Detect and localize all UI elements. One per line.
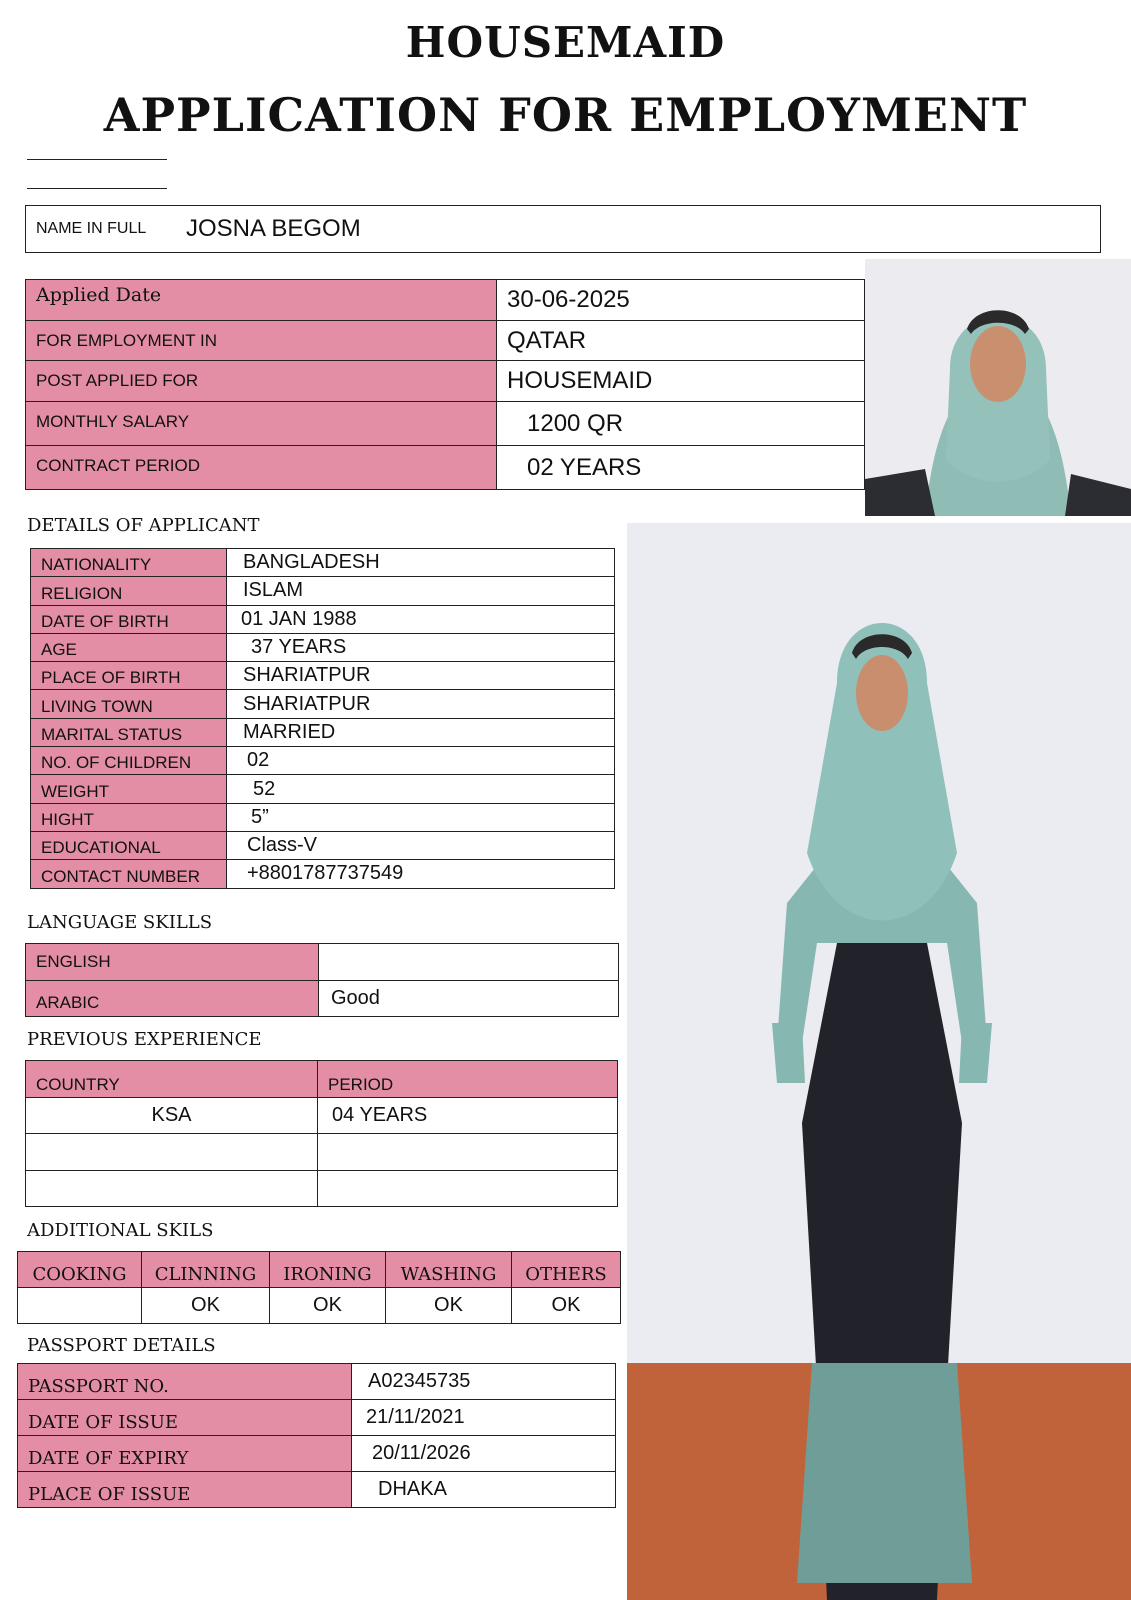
- children-label: NO. OF CHILDREN: [31, 747, 227, 775]
- table-row: [18, 1436, 616, 1472]
- others-value: OK: [512, 1288, 621, 1324]
- passport-heading: PASSPORT DETAILS: [27, 1335, 216, 1356]
- cooking-header: COOKING: [18, 1252, 142, 1288]
- contact-number-value: +8801787737549: [227, 860, 615, 888]
- experience-period: 04 YEARS: [318, 1097, 618, 1134]
- expiry-date-label: DATE OF EXPIRY: [18, 1436, 352, 1472]
- experience-country: [26, 1134, 318, 1171]
- experience-country: KSA: [26, 1097, 318, 1134]
- experience-heading: PREVIOUS EXPERIENCE: [27, 1029, 262, 1050]
- signature-line: [27, 188, 167, 189]
- ironing-value: OK: [270, 1288, 386, 1324]
- cooking-value: [18, 1288, 142, 1324]
- portrait-placeholder: [865, 259, 1131, 516]
- applicant-full-length-photo: [627, 523, 1131, 1600]
- weight-value: 52: [227, 775, 615, 803]
- table-row: [31, 775, 615, 803]
- education-value: Class-V: [227, 831, 615, 859]
- children-value: 02: [227, 747, 615, 775]
- passport-table: [17, 1363, 616, 1508]
- table-row: [31, 577, 615, 605]
- arabic-value: Good: [319, 980, 619, 1017]
- place-of-issue-label: PLACE OF ISSUE: [18, 1472, 352, 1508]
- experience-period: [318, 1170, 618, 1207]
- table-row: [18, 1400, 616, 1436]
- table-row: [26, 980, 619, 1017]
- dob-value: 01 JAN 1988: [227, 605, 615, 633]
- experience-period: [318, 1134, 618, 1171]
- weight-label: WEIGHT: [31, 775, 227, 803]
- living-town-label: LIVING TOWN: [31, 690, 227, 718]
- table-row: [31, 747, 615, 775]
- post-value: HOUSEMAID: [497, 361, 865, 402]
- table-row: [26, 446, 865, 490]
- applied-date-label: Applied Date: [26, 280, 497, 321]
- english-value: [319, 944, 619, 981]
- table-row: [26, 321, 865, 361]
- skills-heading: ADDITIONAL SKILS: [27, 1220, 214, 1241]
- contract-period-label: CONTRACT PERIOD: [26, 446, 497, 490]
- table-row: [26, 1097, 618, 1134]
- table-row: [26, 402, 865, 446]
- form-title: HOUSEMAID: [405, 18, 726, 67]
- table-row: [31, 831, 615, 859]
- table-row: [31, 549, 615, 577]
- arabic-label: ARABIC: [26, 980, 319, 1017]
- table-row: [18, 1364, 616, 1400]
- employment-country-value: QATAR: [497, 321, 865, 361]
- nationality-value: BANGLADESH: [227, 549, 615, 577]
- experience-table: [25, 1060, 618, 1207]
- table-row: [26, 944, 619, 981]
- table-row: [26, 280, 865, 321]
- table-row: [31, 860, 615, 888]
- salary-value: 1200 QR: [497, 402, 865, 446]
- height-label: HIGHT: [31, 803, 227, 831]
- table-header-row: [26, 1061, 618, 1098]
- table-row: [26, 361, 865, 402]
- height-value: 5”: [227, 803, 615, 831]
- details-table: [30, 548, 615, 889]
- post-label: POST APPLIED FOR: [26, 361, 497, 402]
- age-label: AGE: [31, 633, 227, 661]
- english-label: ENGLISH: [26, 944, 319, 981]
- application-table: [25, 279, 865, 490]
- table-row: [31, 690, 615, 718]
- signature-line: [27, 159, 167, 160]
- applied-date-value: 30-06-2025: [497, 280, 865, 321]
- place-of-issue-value: DHAKA: [352, 1472, 616, 1508]
- cleaning-value: OK: [142, 1288, 270, 1324]
- washing-header: WASHING: [386, 1252, 512, 1288]
- full-name-value: JOSNA BEGOM: [186, 215, 361, 242]
- expiry-date-value: 20/11/2026: [352, 1436, 616, 1472]
- country-column-header: COUNTRY: [26, 1061, 318, 1098]
- education-label: EDUCATIONAL: [31, 831, 227, 859]
- nationality-label: NATIONALITY: [31, 549, 227, 577]
- table-row: [18, 1288, 621, 1324]
- washing-value: OK: [386, 1288, 512, 1324]
- contract-period-value: 02 YEARS: [497, 446, 865, 490]
- salary-label: MONTHLY SALARY: [26, 402, 497, 446]
- table-row: [18, 1472, 616, 1508]
- applicant-portrait-photo: [865, 259, 1131, 516]
- form-subtitle: APPLICATION FOR EMPLOYMENT: [103, 88, 1028, 142]
- table-row: [31, 633, 615, 661]
- full-name-box: [25, 205, 1101, 253]
- table-row: [31, 605, 615, 633]
- table-row: [31, 718, 615, 746]
- dob-label: DATE OF BIRTH: [31, 605, 227, 633]
- passport-number-label: PASSPORT NO.: [18, 1364, 352, 1400]
- passport-number-value: A02345735: [352, 1364, 616, 1400]
- living-town-value: SHARIATPUR: [227, 690, 615, 718]
- age-value: 37 YEARS: [227, 633, 615, 661]
- language-table: [25, 943, 619, 1017]
- table-row: [31, 803, 615, 831]
- religion-value: ISLAM: [227, 577, 615, 605]
- cleaning-header: CLINNING: [142, 1252, 270, 1288]
- full-name-label: NAME IN FULL: [36, 220, 147, 237]
- marital-status-label: MARITAL STATUS: [31, 718, 227, 746]
- experience-country: [26, 1170, 318, 1207]
- skills-table: [17, 1251, 621, 1324]
- employment-country-label: FOR EMPLOYMENT IN: [26, 321, 497, 361]
- place-of-birth-value: SHARIATPUR: [227, 662, 615, 690]
- issue-date-label: DATE OF ISSUE: [18, 1400, 352, 1436]
- language-heading: LANGUAGE SKILLS: [27, 912, 213, 933]
- contact-number-label: CONTACT NUMBER: [31, 860, 227, 888]
- issue-date-value: 21/11/2021: [352, 1400, 616, 1436]
- table-row: [26, 1170, 618, 1207]
- table-row: [31, 662, 615, 690]
- details-heading: DETAILS OF APPLICANT: [27, 515, 260, 536]
- period-column-header: PERIOD: [318, 1061, 618, 1098]
- marital-status-value: MARRIED: [227, 718, 615, 746]
- table-header-row: [18, 1252, 621, 1288]
- others-header: OTHERS: [512, 1252, 621, 1288]
- ironing-header: IRONING: [270, 1252, 386, 1288]
- religion-label: RELIGION: [31, 577, 227, 605]
- full-length-placeholder: [627, 523, 1131, 1600]
- place-of-birth-label: PLACE OF BIRTH: [31, 662, 227, 690]
- table-row: [26, 1134, 618, 1171]
